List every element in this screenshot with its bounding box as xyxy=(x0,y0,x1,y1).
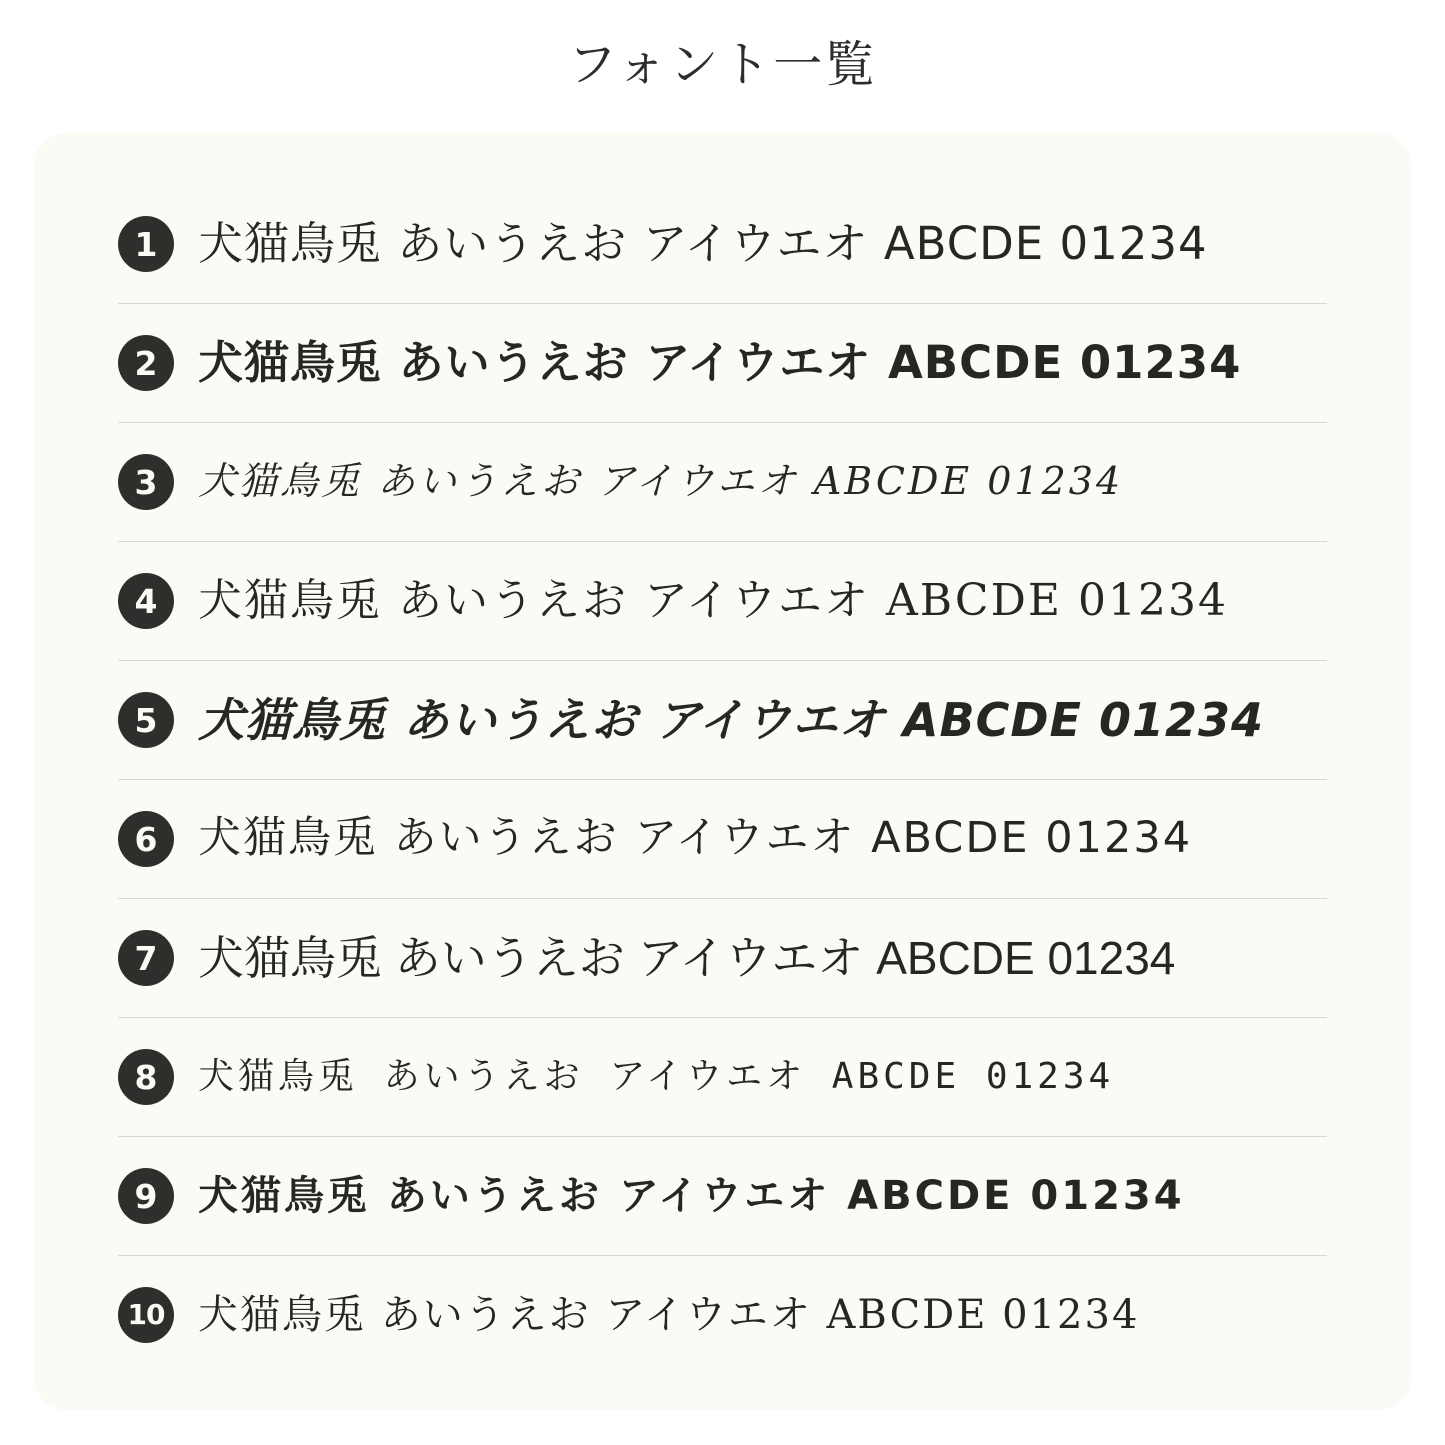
font-sample-text: 犬猫鳥兎 あいうえお アイウエオ ABCDE 01234 xyxy=(198,813,1193,864)
font-sample-text: 犬猫鳥兎 あいうえお アイウエオ ABCDE 01234 xyxy=(198,692,1264,747)
font-number-badge: 2 xyxy=(118,335,174,391)
font-number-badge: 10 xyxy=(118,1287,174,1343)
font-row[interactable] xyxy=(118,1137,1327,1256)
font-number-badge: 9 xyxy=(118,1168,174,1224)
font-row[interactable] xyxy=(118,661,1327,780)
font-number-badge: 1 xyxy=(118,216,174,272)
font-row[interactable] xyxy=(118,899,1327,1018)
font-row[interactable] xyxy=(118,1256,1327,1374)
font-sample-text: 犬猫鳥兎 あいうえお アイウエオ ABCDE 01234 xyxy=(198,459,1124,504)
font-number-badge: 6 xyxy=(118,811,174,867)
font-sample-text: 犬猫鳥兎 あいうえお アイウエオ ABCDE 01234 xyxy=(198,931,1176,984)
font-list-panel xyxy=(33,133,1412,1410)
font-sample-text: 犬猫鳥兎 あいうえお アイウエオ ABCDE 01234 xyxy=(198,217,1208,271)
font-row[interactable] xyxy=(118,304,1327,423)
font-number-badge: 7 xyxy=(118,930,174,986)
font-sample-text: 犬猫鳥兎 あいうえお アイウエオ ABCDE 01234 xyxy=(198,574,1228,626)
font-row[interactable] xyxy=(118,780,1327,899)
font-number-badge: 4 xyxy=(118,573,174,629)
font-number-badge: 3 xyxy=(118,454,174,510)
font-sample-text: 犬猫鳥兎 あいうえお アイウエオ ABCDE 01234 xyxy=(198,1056,1115,1098)
font-sample-text: 犬猫鳥兎 あいうえお アイウエオ ABCDE 01234 xyxy=(198,336,1242,390)
font-row[interactable] xyxy=(118,542,1327,661)
font-number-badge: 8 xyxy=(118,1049,174,1105)
font-row[interactable] xyxy=(118,1018,1327,1137)
font-sample-text: 犬猫鳥兎 あいうえお アイウエオ ABCDE 01234 xyxy=(198,1292,1140,1338)
font-row[interactable] xyxy=(118,423,1327,542)
font-sample-text: 犬猫鳥兎 あいうえお アイウエオ ABCDE 01234 xyxy=(198,1173,1185,1219)
font-list xyxy=(118,185,1327,1358)
page-title: フォント一覧 xyxy=(567,36,878,93)
font-number-badge: 5 xyxy=(118,692,174,748)
font-row[interactable] xyxy=(118,185,1327,304)
